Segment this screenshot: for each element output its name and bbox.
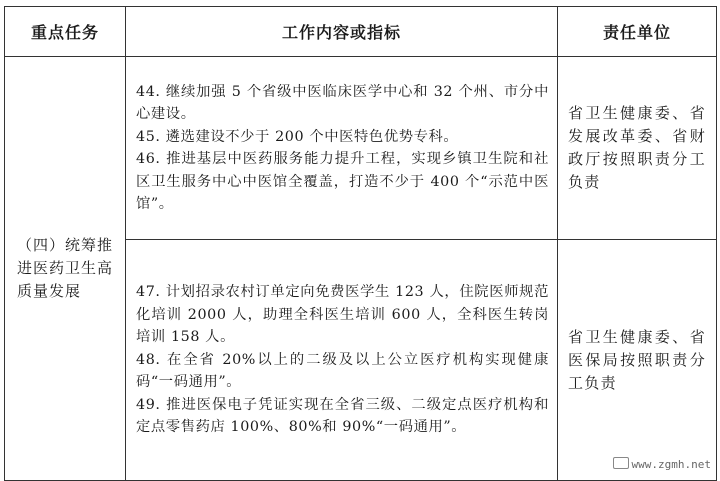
- responsible-cell: 省卫生健康委、省医保局按照职责分工负责: [558, 240, 717, 481]
- content-cell: [126, 240, 558, 481]
- header-content: 工作内容或指标: [126, 7, 558, 57]
- content-cell: [126, 57, 558, 240]
- task-table: [4, 6, 717, 481]
- list-item: 44. 继续加强 5 个省级中医临床医学中心和 32 个州、市分中心建设。: [136, 83, 549, 122]
- watermark-text: www.zgmh.net: [631, 458, 711, 471]
- watermark-logo-icon: [613, 457, 629, 469]
- task-cell: （四）统筹推进医药卫生高质量发展: [5, 57, 126, 481]
- watermark: [610, 456, 714, 472]
- table-row: [5, 57, 717, 240]
- responsible-cell: 省卫生健康委、省发展改革委、省财政厅按照职责分工负责: [558, 57, 717, 240]
- header-responsible: 责任单位: [558, 7, 717, 57]
- header-row: [5, 7, 717, 57]
- header-task: 重点任务: [5, 7, 126, 57]
- list-item: 46. 推进基层中医药服务能力提升工程，实现乡镇卫生院和社区卫生服务中心中医馆全覆盖，打造不少于 400 个“示范中医馆”。: [136, 151, 549, 212]
- list-item: 45. 遴选建设不少于 200 个中医特色优势专科。: [136, 128, 459, 145]
- list-item: 48. 在全省 20%以上的二级及以上公立医疗机构实现健康码“一码通用”。: [136, 351, 549, 391]
- list-item: 47. 计划招录农村订单定向免费医学生 123 人，住院医师规范化培训 2000 人，助理全科医生培训 600 人，全科医生转岗培训 158 人。: [136, 284, 549, 346]
- list-item: 49. 推进医保电子凭证实现在全省三级、二级定点医疗机构和定点零售药店 100%、80%和 90%“一码通用”。: [136, 396, 549, 436]
